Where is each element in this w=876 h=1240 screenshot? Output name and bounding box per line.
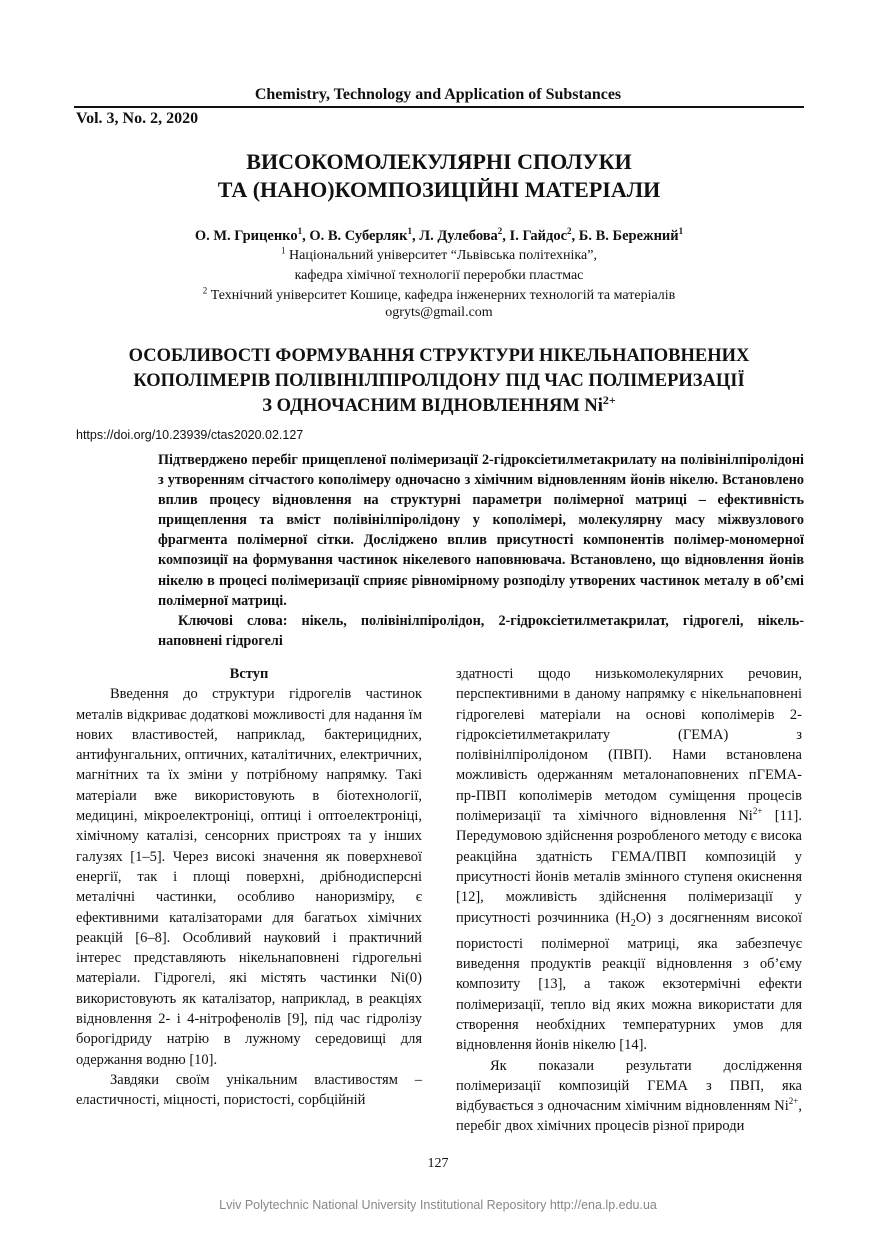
title-line-1: ОСОБЛИВОСТІ ФОРМУВАННЯ СТРУКТУРИ НІКЕЛЬНАПОВНЕНИХ	[128, 346, 750, 366]
author: Б. В. Бережний$^1$	[578, 226, 684, 244]
section-title-intro: Вступ	[229, 666, 269, 682]
body-column-right	[456, 664, 802, 1137]
section-line-2: ТА (НАНО)КОМПОЗИЦІЙНІ МАТЕРІАЛИ	[217, 177, 661, 202]
section-heading	[74, 148, 804, 204]
author: Л. Дулебова$^2$,	[419, 226, 510, 244]
author: І. Гайдос$^2$,	[509, 226, 579, 244]
abstract-text: Підтверджено перебіг прищепленої полімеризації 2-гідроксіетилметакрилату на полівінілпіролідоні з утворенням сітчастого кополімеру одночасно з хімічним відновленням йонів нікелю. Встановлено вплив процесу відновлення на структурні параметри полімерної матриці – ефективність прищеплення та вміст полівінілпіролідону у кополімері, молекулярну масу міжвузлового фрагмента полімерної сітки. Досліджено вплив присутності компонентів полімер-мономерної композиції на формування частинок нікелевого наповнювача. Встановлено, що відновлення йонів нікелю в процесі полімеризації сприяє рівномірному розподілу утворених частинок металу в об’ємі полімерної матриці.	[158, 452, 804, 609]
doi-link[interactable]: https://doi.org/10.23939/ctas2020.02.127	[76, 428, 304, 442]
header-rule	[74, 106, 804, 108]
author: О. М. Гриценко$^1$,	[194, 226, 310, 244]
paragraph: Завдяки своїм унікальним властивостям – еластичності, міцності, пористості, сорбційній	[76, 1071, 422, 1109]
paragraph: здатності щодо низькомолекулярних речовин, перспективними в даному напрямку є нікельнаповнені гідрогелеві матеріали на основі кополімерів 2-гідроксіетилметакрилату (ГЕМА) з полівінілпіролідоном (ПВП). Нами встановлена можливість одержанням металонаповнених пГЕМА-пр-ПВП кополімерів методом суміщення процесів полімеризації та хімічного відновлення $Ni^{2+}$ [11]. Передумовою здійснення розробленого методу є висока реакційна здатність ГЕМА/ПВП композицій у присутності йонів металів змінного ступеня окиснення [12], можливість здійснення полімеризації у присутності розчинника $(H_2O)$ з досягненням високої пористості полімерної матриці, яка забезпечує виведення продуктів реакції відновлення з об’єму композиту [13], а також екзотермічні ефекти полімеризації, тепло від яких можна використати для створення необхідних температурних умов для відновлення йонів нікелю [14].	[456, 666, 802, 1054]
body-column-left	[76, 664, 422, 1111]
abstract	[158, 450, 804, 651]
paper-title	[74, 344, 804, 419]
keywords: Ключові слова: нікель, полівінілпіролідон, 2-гідроксіетилметакрилат, гідрогелі, нікель-наповнені гідрогелі	[158, 612, 804, 649]
affiliation-1: $^1$ Національний університет “Львівська політехніка”, кафедра хімічної технології переробки пластмас	[281, 245, 597, 283]
contact-email[interactable]: ogryts@gmail.com	[385, 305, 493, 320]
section-line-1: ВИСОКОМОЛЕКУЛЯРНІ СПОЛУКИ	[246, 149, 632, 174]
title-line-2: КОПОЛІМЕРІВ ПОЛІВІНІЛПІРОЛІДОНУ ПІД ЧАС ПОЛІМЕРИЗАЦІЇ	[133, 371, 745, 391]
repository-footer: Lviv Polytechnic National University Institutional Repository http://ena.lp.edu.ua	[219, 1198, 657, 1212]
title-line-3: З ОДНОЧАСНИМ ВІДНОВЛЕННЯМ $Ni^{2+}$	[262, 392, 616, 416]
affiliation-2: $^2$ Технічний університет Кошице, кафедра інженерних технологій та матеріалів	[202, 285, 676, 303]
paragraph: Як показали результати дослідження полімеризації композицій ГЕМА з ПВП, яка відбувається з одночасним хімічним відновленням $Ni^{2+}$, перебіг двох хімічних процесів різної природи	[456, 1057, 802, 1135]
page-number: 127	[427, 1156, 449, 1171]
author: О. В. Суберляк$^1$,	[309, 226, 420, 244]
author-list	[74, 228, 804, 245]
volume-issue: Vol. 3, No. 2, 2020	[76, 110, 199, 127]
paragraph: Введення до структури гідрогелів частинок металів відкриває додаткові можливості для надання їм нових властивостей, наприклад, бактерицидних, антифунгальних, оптичних, каталітичних, електричних, магнітних та їх зміни у потрібному напрямку. Такі матеріали вже використовують в біотехнології, медицині, мікроелектроніці, оптиці і оптоелектроніці, хімічному каталізі, сенсорних пристроях та у інших галузях [1–5]. Через високі значення як поверхневої енергії, так і площі поверхні, дрібнодисперсні металічні частинки, особливо наноризміру, є ефективними каталізаторами для багатьох хімічних реакцій [6–8]. Особливий науковий і практичний інтерес представляють нікельнаповнені гідрогельні матеріали. Гідрогелі, які містять частинки Ni(0) використовують як каталізатор, наприклад, в реакціях відновлення 2- і 4-нітрофенолів [9], під час гідролізу борогідриду натрію в лужному середовищі для одержання водню [10].	[76, 686, 422, 1068]
journal-title: Chemistry, Technology and Application of Substances	[254, 86, 622, 103]
